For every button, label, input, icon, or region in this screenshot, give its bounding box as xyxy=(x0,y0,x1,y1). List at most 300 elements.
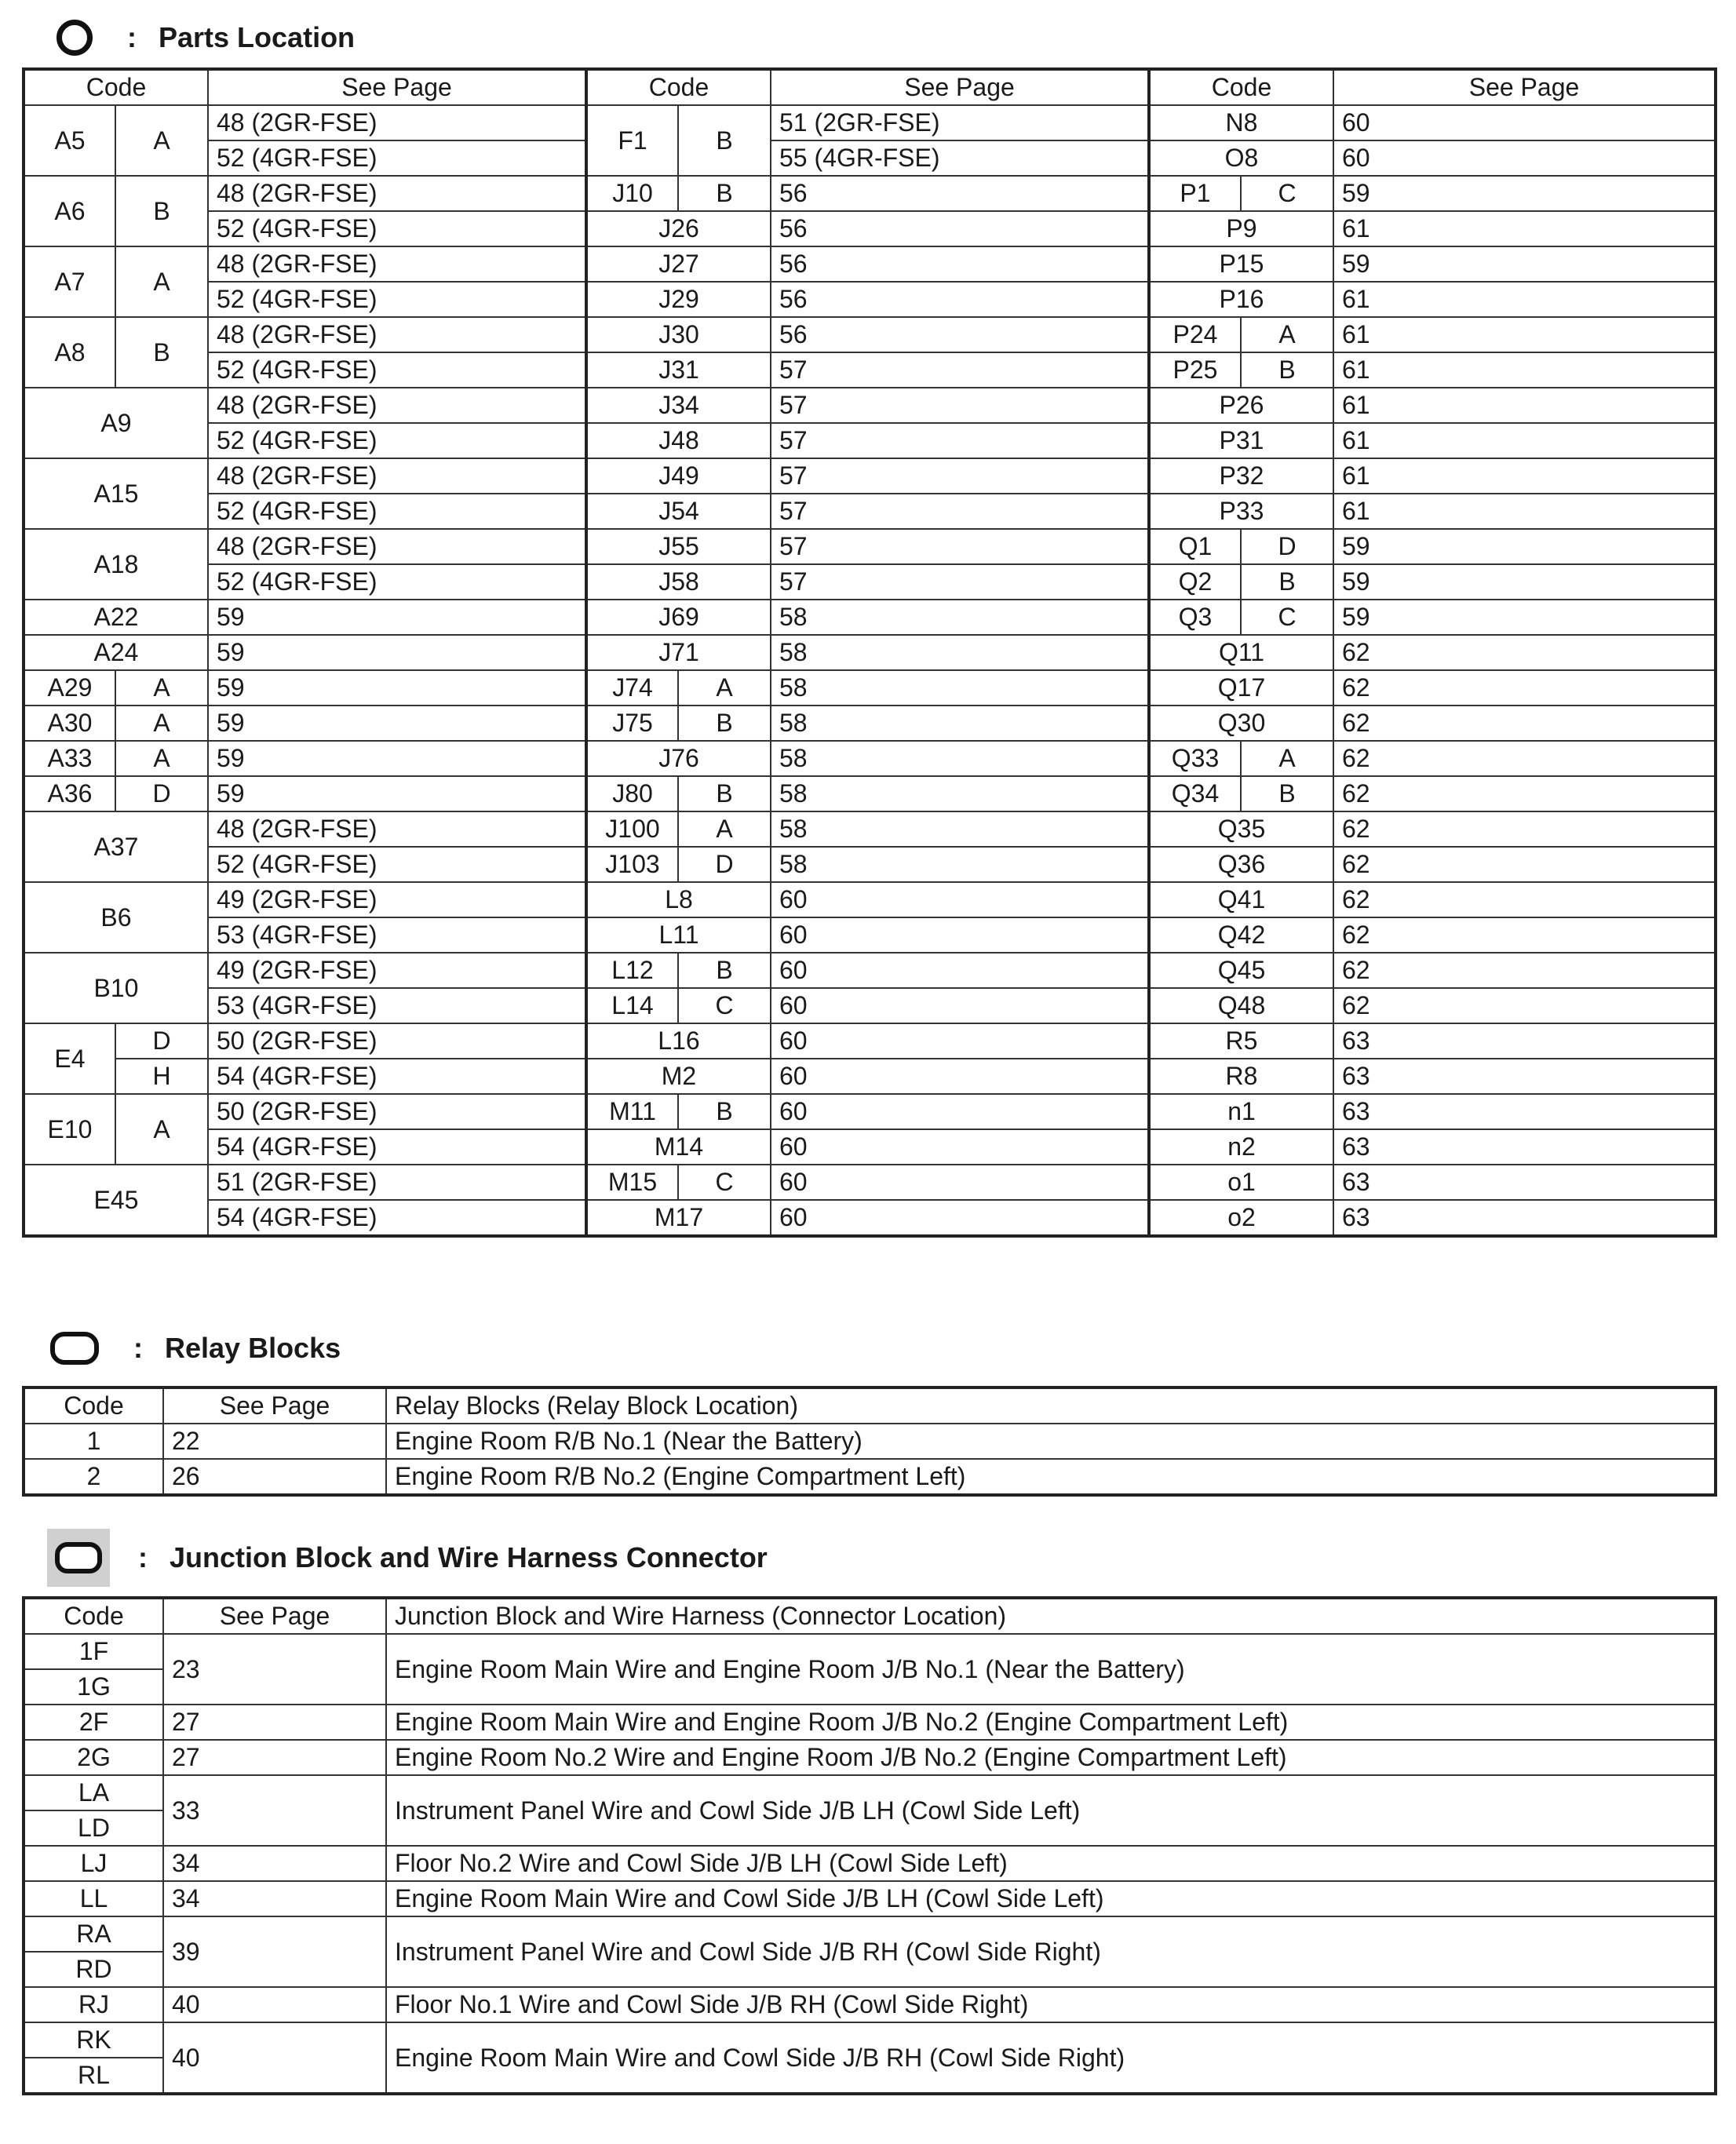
page-cell: 56 xyxy=(771,176,1149,211)
page-cell: 61 xyxy=(1333,423,1716,458)
table-row xyxy=(24,282,1716,317)
code-cell: 1 xyxy=(24,1424,163,1459)
page-cell: 60 xyxy=(771,1200,1149,1236)
table-row xyxy=(24,882,1716,917)
table-row xyxy=(24,1846,1716,1881)
code-cell: J29 xyxy=(586,282,771,317)
code-cell: L16 xyxy=(586,1023,771,1059)
code-cell: A15 xyxy=(24,458,208,529)
description-cell: Instrument Panel Wire and Cowl Side J/B RH (Cowl Side Right) xyxy=(386,1916,1716,1987)
code-cell: J80 xyxy=(586,776,678,811)
sub-code-cell: C xyxy=(1241,176,1333,211)
sub-code-cell: B xyxy=(678,105,771,176)
page-cell: 56 xyxy=(771,211,1149,246)
code-cell: J30 xyxy=(586,317,771,352)
description-cell: Engine Room Main Wire and Cowl Side J/B RH (Cowl Side Right) xyxy=(386,2022,1716,2094)
page-cell: 60 xyxy=(771,1165,1149,1200)
heading-colon: : xyxy=(138,1541,148,1573)
code-cell: F1 xyxy=(586,105,678,176)
code-cell: o1 xyxy=(1149,1165,1333,1200)
page-cell: 33 xyxy=(163,1775,386,1846)
sub-code-cell: A xyxy=(678,670,771,706)
table-row xyxy=(24,2022,1716,2058)
code-cell: Q33 xyxy=(1149,741,1241,776)
page-cell: 62 xyxy=(1333,706,1716,741)
sub-code-cell: B xyxy=(1241,352,1333,388)
code-cell: J100 xyxy=(586,811,678,847)
page-cell: 48 (2GR-FSE) xyxy=(208,246,586,282)
table-row xyxy=(24,1094,1716,1129)
page-cell: 49 (2GR-FSE) xyxy=(208,882,586,917)
code-cell: Q17 xyxy=(1149,670,1333,706)
code-cell: RA xyxy=(24,1916,163,1952)
description-cell: Floor No.1 Wire and Cowl Side J/B RH (Cowl Side Right) xyxy=(386,1987,1716,2022)
code-cell: RK xyxy=(24,2022,163,2058)
page-cell: 59 xyxy=(1333,176,1716,211)
description-cell: Engine Room Main Wire and Engine Room J/B No.1 (Near the Battery) xyxy=(386,1634,1716,1705)
sub-code-cell: B xyxy=(678,706,771,741)
code-cell: L8 xyxy=(586,882,771,917)
page-cell: 51 (2GR-FSE) xyxy=(771,105,1149,140)
code-cell: 1G xyxy=(24,1669,163,1705)
page-cell: 63 xyxy=(1333,1094,1716,1129)
code-cell: Q45 xyxy=(1149,953,1333,988)
page-cell: 62 xyxy=(1333,776,1716,811)
page-cell: 63 xyxy=(1333,1059,1716,1094)
code-cell: A18 xyxy=(24,529,208,600)
code-cell: Q41 xyxy=(1149,882,1333,917)
code-cell: J10 xyxy=(586,176,678,211)
page-cell: 58 xyxy=(771,670,1149,706)
relay-blocks-table xyxy=(22,1386,1717,1497)
page-cell: 52 (4GR-FSE) xyxy=(208,423,586,458)
table-row xyxy=(24,352,1716,388)
page-cell: 55 (4GR-FSE) xyxy=(771,140,1149,176)
page-cell: 62 xyxy=(1333,670,1716,706)
table-row xyxy=(24,458,1716,494)
code-cell: J48 xyxy=(586,423,771,458)
page-cell: 58 xyxy=(771,600,1149,635)
code-cell: M17 xyxy=(586,1200,771,1236)
page-cell: 62 xyxy=(1333,953,1716,988)
col-header-description: Junction Block and Wire Harness (Connector Location) xyxy=(386,1598,1716,1634)
table-row xyxy=(24,706,1716,741)
sub-code-cell: H xyxy=(115,1059,208,1094)
code-cell: A30 xyxy=(24,706,115,741)
sub-code-cell: B xyxy=(1241,776,1333,811)
relay-blocks-title: Relay Blocks xyxy=(165,1332,341,1364)
code-cell: Q34 xyxy=(1149,776,1241,811)
code-cell: E4 xyxy=(24,1023,115,1094)
code-cell: E10 xyxy=(24,1094,115,1165)
parts-location-table xyxy=(22,67,1717,1238)
page-cell: 48 (2GR-FSE) xyxy=(208,529,586,564)
page-cell: 60 xyxy=(771,1129,1149,1165)
code-cell: A9 xyxy=(24,388,208,458)
code-cell: J58 xyxy=(586,564,771,600)
junction-block-table xyxy=(22,1596,1717,2095)
sub-code-cell: B xyxy=(115,176,208,246)
page-cell: 62 xyxy=(1333,988,1716,1023)
page-cell: 59 xyxy=(208,635,586,670)
sub-code-cell: A xyxy=(115,1094,208,1165)
page-cell: 59 xyxy=(208,706,586,741)
code-cell: J74 xyxy=(586,670,678,706)
shaded-rounded-rect-icon xyxy=(47,1529,110,1587)
table-row xyxy=(24,1200,1716,1236)
page-cell: 63 xyxy=(1333,1165,1716,1200)
page-cell: 54 (4GR-FSE) xyxy=(208,1200,586,1236)
code-cell: P32 xyxy=(1149,458,1333,494)
page-cell: 53 (4GR-FSE) xyxy=(208,988,586,1023)
sub-code-cell: B xyxy=(678,953,771,988)
code-cell: P25 xyxy=(1149,352,1241,388)
page-cell: 60 xyxy=(771,1059,1149,1094)
sub-code-cell: C xyxy=(678,1165,771,1200)
page-cell: 59 xyxy=(1333,529,1716,564)
page-cell: 60 xyxy=(1333,140,1716,176)
table-row xyxy=(24,105,1716,140)
code-cell: LJ xyxy=(24,1846,163,1881)
code-cell: A8 xyxy=(24,317,115,388)
code-cell: A33 xyxy=(24,741,115,776)
table-row xyxy=(24,917,1716,953)
code-cell: M15 xyxy=(586,1165,678,1200)
description-cell: Engine Room No.2 Wire and Engine Room J/B No.2 (Engine Compartment Left) xyxy=(386,1740,1716,1775)
page-cell: 54 (4GR-FSE) xyxy=(208,1129,586,1165)
page-cell: 56 xyxy=(771,317,1149,352)
table-row xyxy=(24,1459,1716,1495)
page-cell: 56 xyxy=(771,246,1149,282)
code-cell: P9 xyxy=(1149,211,1333,246)
sub-code-cell: A xyxy=(115,105,208,176)
page-cell: 61 xyxy=(1333,388,1716,423)
page-cell: 27 xyxy=(163,1740,386,1775)
description-cell: Engine Room Main Wire and Engine Room J/B No.2 (Engine Compartment Left) xyxy=(386,1705,1716,1740)
description-cell: Engine Room R/B No.1 (Near the Battery) xyxy=(386,1424,1716,1459)
code-cell: 2G xyxy=(24,1740,163,1775)
table-row xyxy=(24,423,1716,458)
page-cell: 58 xyxy=(771,776,1149,811)
page-cell: 57 xyxy=(771,458,1149,494)
sub-code-cell: D xyxy=(678,847,771,882)
page-cell: 57 xyxy=(771,423,1149,458)
code-cell: B10 xyxy=(24,953,208,1023)
page-cell: 60 xyxy=(771,1023,1149,1059)
code-cell: P1 xyxy=(1149,176,1241,211)
page-cell: 58 xyxy=(771,706,1149,741)
sub-code-cell: A xyxy=(1241,741,1333,776)
code-cell: L12 xyxy=(586,953,678,988)
col-header-code: Code xyxy=(24,1387,163,1424)
description-cell: Instrument Panel Wire and Cowl Side J/B LH (Cowl Side Left) xyxy=(386,1775,1716,1846)
table-header-row xyxy=(24,1598,1716,1634)
page-cell: 50 (2GR-FSE) xyxy=(208,1023,586,1059)
code-cell: N8 xyxy=(1149,105,1333,140)
page-cell: 59 xyxy=(1333,246,1716,282)
page-cell: 61 xyxy=(1333,211,1716,246)
page-cell: 22 xyxy=(163,1424,386,1459)
page-cell: 61 xyxy=(1333,494,1716,529)
page-cell: 59 xyxy=(208,670,586,706)
col-header-see-page: See Page xyxy=(163,1387,386,1424)
table-row xyxy=(24,600,1716,635)
page-cell: 26 xyxy=(163,1459,386,1495)
code-cell: 2F xyxy=(24,1705,163,1740)
table-header-row xyxy=(24,69,1716,105)
page-cell: 60 xyxy=(771,882,1149,917)
code-cell: P16 xyxy=(1149,282,1333,317)
col-header-code: Code xyxy=(1149,69,1333,105)
code-cell: Q1 xyxy=(1149,529,1241,564)
table-row xyxy=(24,847,1716,882)
page-cell: 52 (4GR-FSE) xyxy=(208,140,586,176)
page-cell: 48 (2GR-FSE) xyxy=(208,811,586,847)
page-cell: 34 xyxy=(163,1846,386,1881)
code-cell: M14 xyxy=(586,1129,771,1165)
table-row xyxy=(24,1023,1716,1059)
code-cell: LL xyxy=(24,1881,163,1916)
code-cell: Q2 xyxy=(1149,564,1241,600)
page-cell: 63 xyxy=(1333,1129,1716,1165)
page-cell: 48 (2GR-FSE) xyxy=(208,317,586,352)
page-cell: 58 xyxy=(771,811,1149,847)
code-cell: A36 xyxy=(24,776,115,811)
page-cell: 57 xyxy=(771,388,1149,423)
heading-colon: : xyxy=(127,21,137,53)
page-cell: 61 xyxy=(1333,282,1716,317)
code-cell: L11 xyxy=(586,917,771,953)
code-cell: RJ xyxy=(24,1987,163,2022)
parts-location-heading xyxy=(47,14,355,61)
page-cell: 62 xyxy=(1333,917,1716,953)
sub-code-cell: C xyxy=(1241,600,1333,635)
table-row xyxy=(24,776,1716,811)
table-row xyxy=(24,1740,1716,1775)
page-cell: 60 xyxy=(771,917,1149,953)
page-cell: 51 (2GR-FSE) xyxy=(208,1165,586,1200)
page-cell: 59 xyxy=(208,776,586,811)
page-cell: 54 (4GR-FSE) xyxy=(208,1059,586,1094)
relay-blocks-heading xyxy=(47,1325,341,1372)
code-cell: LD xyxy=(24,1810,163,1846)
table-row xyxy=(24,988,1716,1023)
code-cell: n2 xyxy=(1149,1129,1333,1165)
page-cell: 59 xyxy=(1333,600,1716,635)
page-cell: 60 xyxy=(1333,105,1716,140)
code-cell: A24 xyxy=(24,635,208,670)
code-cell: Q42 xyxy=(1149,917,1333,953)
page-cell: 62 xyxy=(1333,811,1716,847)
rounded-rect-icon xyxy=(50,1332,99,1365)
page-cell: 62 xyxy=(1333,635,1716,670)
description-cell: Engine Room Main Wire and Cowl Side J/B LH (Cowl Side Left) xyxy=(386,1881,1716,1916)
col-header-see-page: See Page xyxy=(163,1598,386,1634)
code-cell: E45 xyxy=(24,1165,208,1236)
page-cell: 56 xyxy=(771,282,1149,317)
sub-code-cell: B xyxy=(678,1094,771,1129)
code-cell: Q30 xyxy=(1149,706,1333,741)
table-row xyxy=(24,811,1716,847)
table-row xyxy=(24,1881,1716,1916)
page-cell: 39 xyxy=(163,1916,386,1987)
code-cell: LA xyxy=(24,1775,163,1810)
table-row xyxy=(24,1775,1716,1810)
description-cell: Engine Room R/B No.2 (Engine Compartment Left) xyxy=(386,1459,1716,1495)
page-cell: 60 xyxy=(771,1094,1149,1129)
code-cell: Q35 xyxy=(1149,811,1333,847)
sub-code-cell: B xyxy=(678,776,771,811)
code-cell: J34 xyxy=(586,388,771,423)
col-header-description: Relay Blocks (Relay Block Location) xyxy=(386,1387,1716,1424)
table-row xyxy=(24,953,1716,988)
code-cell: L14 xyxy=(586,988,678,1023)
page-cell: 60 xyxy=(771,953,1149,988)
code-cell: P31 xyxy=(1149,423,1333,458)
code-cell: J54 xyxy=(586,494,771,529)
heading-colon: : xyxy=(133,1332,143,1364)
page-cell: 58 xyxy=(771,847,1149,882)
code-cell: R5 xyxy=(1149,1023,1333,1059)
sub-code-cell: A xyxy=(115,670,208,706)
page-cell: 48 (2GR-FSE) xyxy=(208,105,586,140)
code-cell: J69 xyxy=(586,600,771,635)
table-row xyxy=(24,564,1716,600)
code-cell: P15 xyxy=(1149,246,1333,282)
sub-code-cell: A xyxy=(115,741,208,776)
col-header-see-page: See Page xyxy=(771,69,1149,105)
page-cell: 63 xyxy=(1333,1200,1716,1236)
table-row xyxy=(24,1059,1716,1094)
code-cell: J27 xyxy=(586,246,771,282)
sub-code-cell: B xyxy=(678,176,771,211)
sub-code-cell: B xyxy=(1241,564,1333,600)
code-cell: n1 xyxy=(1149,1094,1333,1129)
page-cell: 48 (2GR-FSE) xyxy=(208,458,586,494)
page-cell: 49 (2GR-FSE) xyxy=(208,953,586,988)
col-header-code: Code xyxy=(24,1598,163,1634)
code-cell: P24 xyxy=(1149,317,1241,352)
code-cell: M2 xyxy=(586,1059,771,1094)
table-row xyxy=(24,635,1716,670)
code-cell: J76 xyxy=(586,741,771,776)
table-row xyxy=(24,1424,1716,1459)
page-cell: 62 xyxy=(1333,741,1716,776)
page-cell: 58 xyxy=(771,741,1149,776)
table-row xyxy=(24,741,1716,776)
col-header-see-page: See Page xyxy=(1333,69,1716,105)
page-cell: 23 xyxy=(163,1634,386,1705)
code-cell: P33 xyxy=(1149,494,1333,529)
table-row xyxy=(24,1634,1716,1669)
sub-code-cell: D xyxy=(1241,529,1333,564)
page-cell: 48 (2GR-FSE) xyxy=(208,176,586,211)
sub-code-cell: D xyxy=(115,776,208,811)
page-cell: 52 (4GR-FSE) xyxy=(208,211,586,246)
page-cell: 50 (2GR-FSE) xyxy=(208,1094,586,1129)
code-cell: R8 xyxy=(1149,1059,1333,1094)
col-header-see-page: See Page xyxy=(208,69,586,105)
page-cell: 61 xyxy=(1333,317,1716,352)
page-cell: 52 (4GR-FSE) xyxy=(208,847,586,882)
col-header-code: Code xyxy=(24,69,208,105)
circle-icon xyxy=(57,20,93,56)
code-cell: J75 xyxy=(586,706,678,741)
code-cell: A37 xyxy=(24,811,208,882)
page-cell: 27 xyxy=(163,1705,386,1740)
page-cell: 57 xyxy=(771,494,1149,529)
table-row xyxy=(24,317,1716,352)
page-cell: 52 (4GR-FSE) xyxy=(208,494,586,529)
table-row xyxy=(24,176,1716,211)
page-cell: 40 xyxy=(163,1987,386,2022)
code-cell: o2 xyxy=(1149,1200,1333,1236)
page-cell: 52 (4GR-FSE) xyxy=(208,282,586,317)
page-cell: 63 xyxy=(1333,1023,1716,1059)
table-row xyxy=(24,1165,1716,1200)
code-cell: Q11 xyxy=(1149,635,1333,670)
code-cell: A5 xyxy=(24,105,115,176)
table-row xyxy=(24,1705,1716,1740)
table-row xyxy=(24,246,1716,282)
page-cell: 48 (2GR-FSE) xyxy=(208,388,586,423)
sub-code-cell: A xyxy=(115,246,208,317)
code-cell: J71 xyxy=(586,635,771,670)
page-cell: 34 xyxy=(163,1881,386,1916)
col-header-code: Code xyxy=(586,69,771,105)
parts-location-title: Parts Location xyxy=(159,21,356,53)
code-cell: Q48 xyxy=(1149,988,1333,1023)
code-cell: 2 xyxy=(24,1459,163,1495)
junction-block-heading xyxy=(47,1534,768,1581)
page-cell: 61 xyxy=(1333,352,1716,388)
code-cell: J103 xyxy=(586,847,678,882)
code-cell: Q36 xyxy=(1149,847,1333,882)
table-row xyxy=(24,494,1716,529)
page-cell: 62 xyxy=(1333,882,1716,917)
table-row xyxy=(24,1987,1716,2022)
code-cell: A6 xyxy=(24,176,115,246)
code-cell: J49 xyxy=(586,458,771,494)
description-cell: Floor No.2 Wire and Cowl Side J/B LH (Cowl Side Left) xyxy=(386,1846,1716,1881)
table-row xyxy=(24,670,1716,706)
table-row xyxy=(24,529,1716,564)
page-cell: 53 (4GR-FSE) xyxy=(208,917,586,953)
page-cell: 61 xyxy=(1333,458,1716,494)
code-cell: J31 xyxy=(586,352,771,388)
page-cell: 52 (4GR-FSE) xyxy=(208,564,586,600)
table-row xyxy=(24,1129,1716,1165)
code-cell: J55 xyxy=(586,529,771,564)
sub-code-cell: C xyxy=(678,988,771,1023)
table-header-row xyxy=(24,1387,1716,1424)
page-cell: 58 xyxy=(771,635,1149,670)
page-cell: 62 xyxy=(1333,847,1716,882)
page-cell: 52 (4GR-FSE) xyxy=(208,352,586,388)
code-cell: O8 xyxy=(1149,140,1333,176)
code-cell: A22 xyxy=(24,600,208,635)
code-cell: RD xyxy=(24,1952,163,1987)
sub-code-cell: A xyxy=(1241,317,1333,352)
table-row xyxy=(24,1916,1716,1952)
code-cell: A29 xyxy=(24,670,115,706)
page-cell: 40 xyxy=(163,2022,386,2094)
code-cell: P26 xyxy=(1149,388,1333,423)
code-cell: Q3 xyxy=(1149,600,1241,635)
sub-code-cell: A xyxy=(678,811,771,847)
code-cell: B6 xyxy=(24,882,208,953)
page-cell: 57 xyxy=(771,564,1149,600)
